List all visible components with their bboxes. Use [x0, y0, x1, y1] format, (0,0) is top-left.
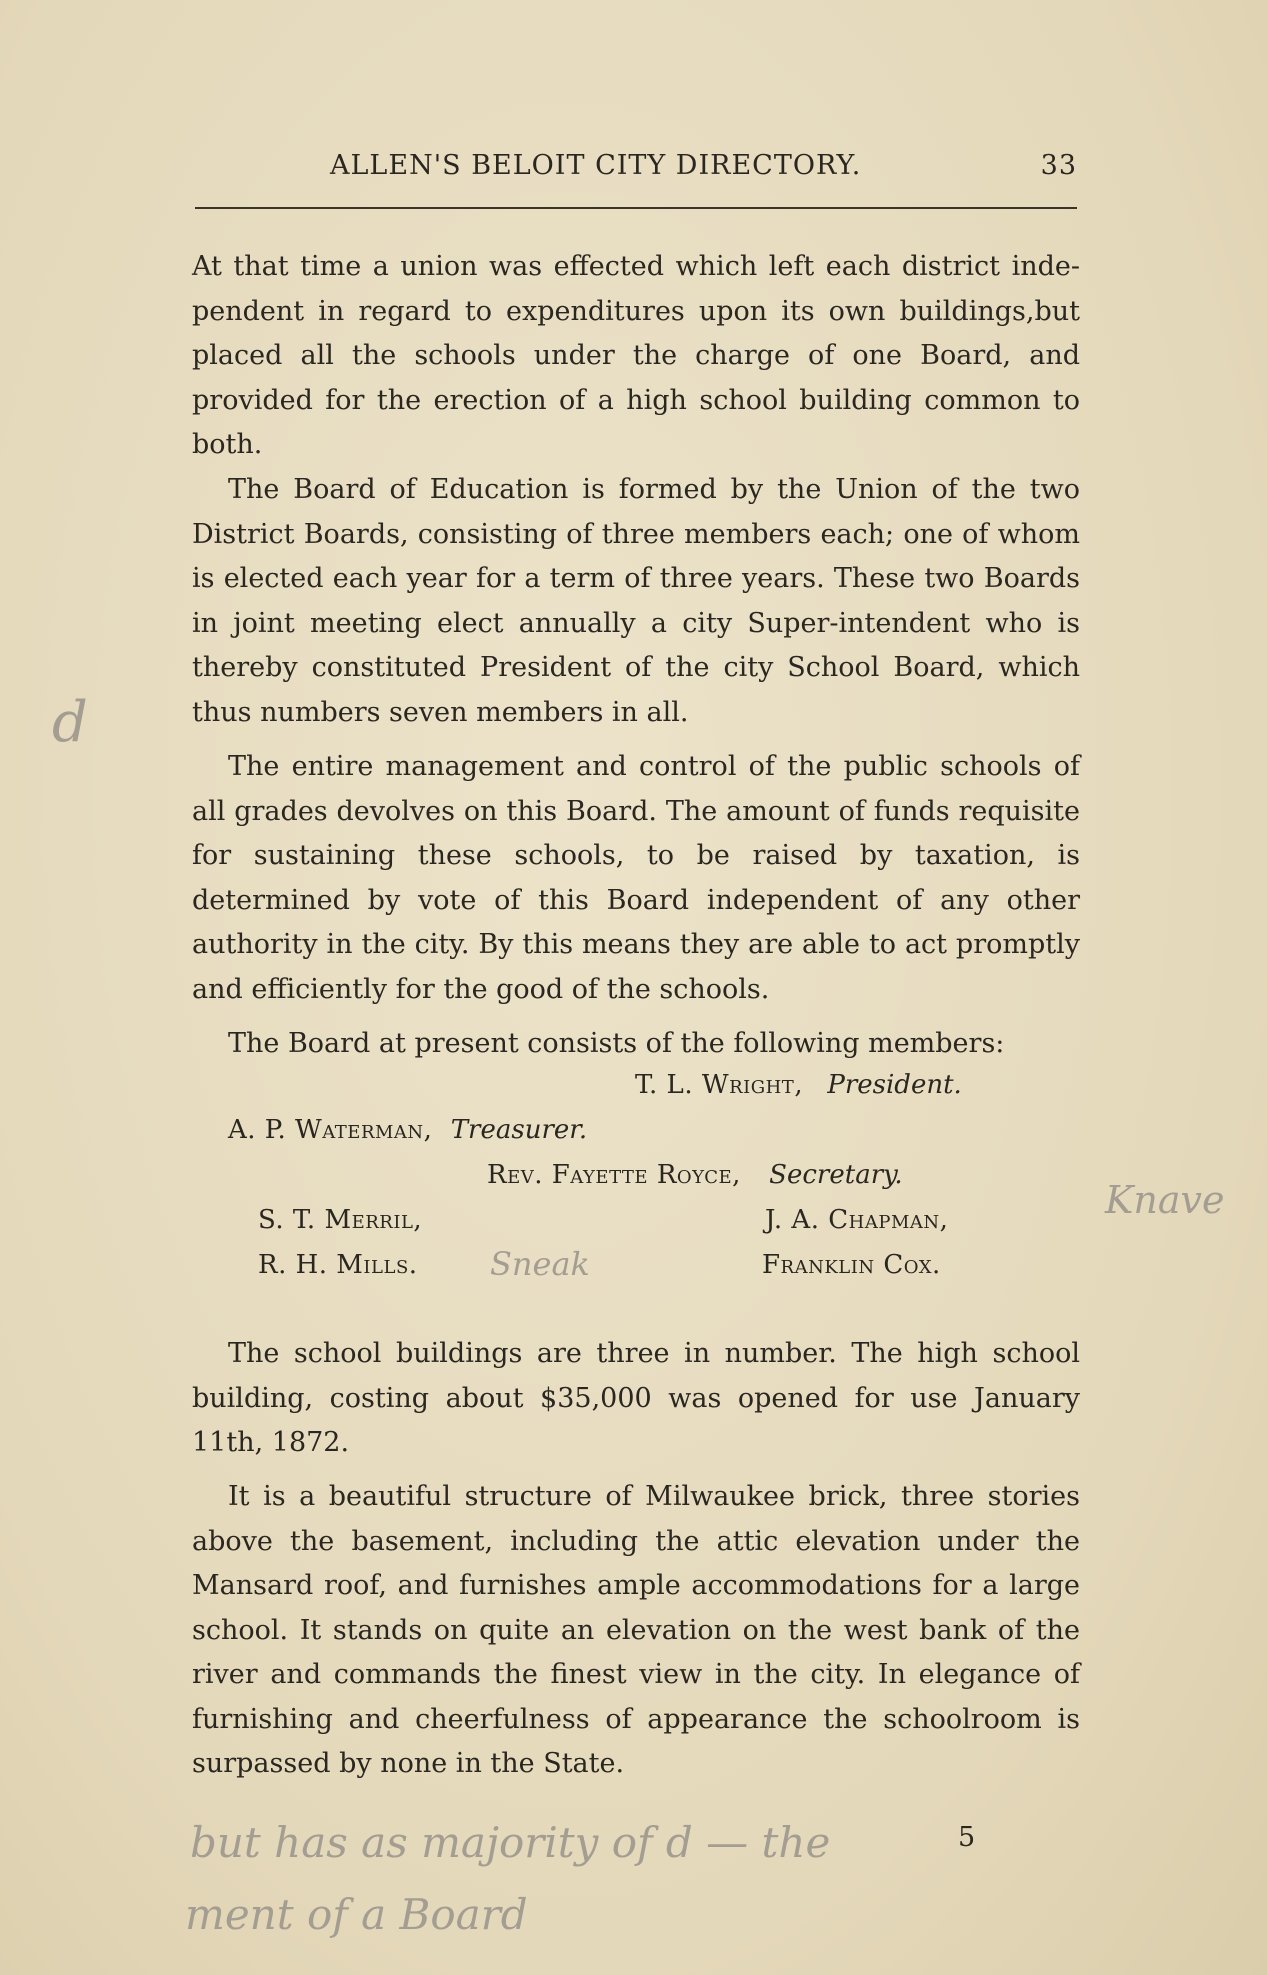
member-secretary — [487, 1160, 903, 1190]
handwritten-bottom-line-1: but has as majority of d — the — [190, 1818, 831, 1867]
paragraph-members-intro: The Board at present consists of the following members: — [228, 1028, 1005, 1059]
header-title: ALLEN'S BELOIT CITY DIRECTORY. — [330, 150, 862, 181]
member-name: A. P. Waterman, — [228, 1115, 433, 1145]
member-treasurer — [228, 1115, 587, 1145]
header-rule — [195, 207, 1077, 209]
handwritten-right-note: Knave — [1105, 1178, 1225, 1222]
paragraph-buildings: The school buildings are three in number. The high school building, costing about $35,000 was opened for use January 11th, 1872. — [192, 1338, 1080, 1458]
handwritten-margin-note: d — [52, 690, 88, 755]
handwritten-sneak-note: Sneak — [490, 1245, 590, 1283]
folio-number: 5 — [958, 1822, 976, 1853]
page-number: 33 — [1040, 150, 1077, 181]
member-cox: Franklin Cox. — [762, 1250, 941, 1280]
paragraph-management: The entire management and control of the public schools of all grades devolves on this Board. The amount of funds requisite for sustaining these schools, to be raised by taxation, is determined by vote of this Board independent of any other authority in the city. By this means they are able to act promptly and efficiently for the good of the schools. — [192, 751, 1080, 1005]
handwritten-bottom-line-2: ment of a Board — [185, 1890, 528, 1939]
member-president — [635, 1070, 962, 1100]
paragraph-board-formation: The Board of Education is formed by the Union of the two District Boards, consisting of three members each; one of whom is elected each year for a term of three years. These two Boards in joint meeting elect annually a city Super-intendent who is thereby constituted President of the city School Board, which thus numbers seven members in all. — [192, 474, 1080, 728]
member-merril: S. T. Merril, — [258, 1205, 423, 1235]
member-role: Treasurer. — [450, 1115, 588, 1145]
member-name: Rev. Fayette Royce, — [487, 1160, 741, 1190]
member-role: Secretary. — [769, 1160, 903, 1190]
member-chapman: J. A. Chapman, — [765, 1205, 949, 1235]
member-name: T. L. Wright, — [635, 1070, 804, 1100]
running-header — [195, 150, 1077, 181]
member-mills: R. H. Mills. — [258, 1250, 418, 1280]
paragraph-union: At that time a union was effected which left each district inde-pendent in regard to expenditures upon its own buildings,but placed all the schools under the charge of one Board, and provided for the erection of a high school building common to both. — [192, 251, 1080, 460]
member-role: President. — [827, 1070, 962, 1100]
paragraph-structure: It is a beautiful structure of Milwaukee brick, three stories above the basement, including the attic elevation under the Mansard roof, and furnishes ample accommodations for a large school. It stands on quite an elevation on the west bank of the river and commands the finest view in the city. In elegance of furnishing and cheerfulness of appearance the schoolroom is surpassed by none in the State. — [192, 1481, 1080, 1779]
